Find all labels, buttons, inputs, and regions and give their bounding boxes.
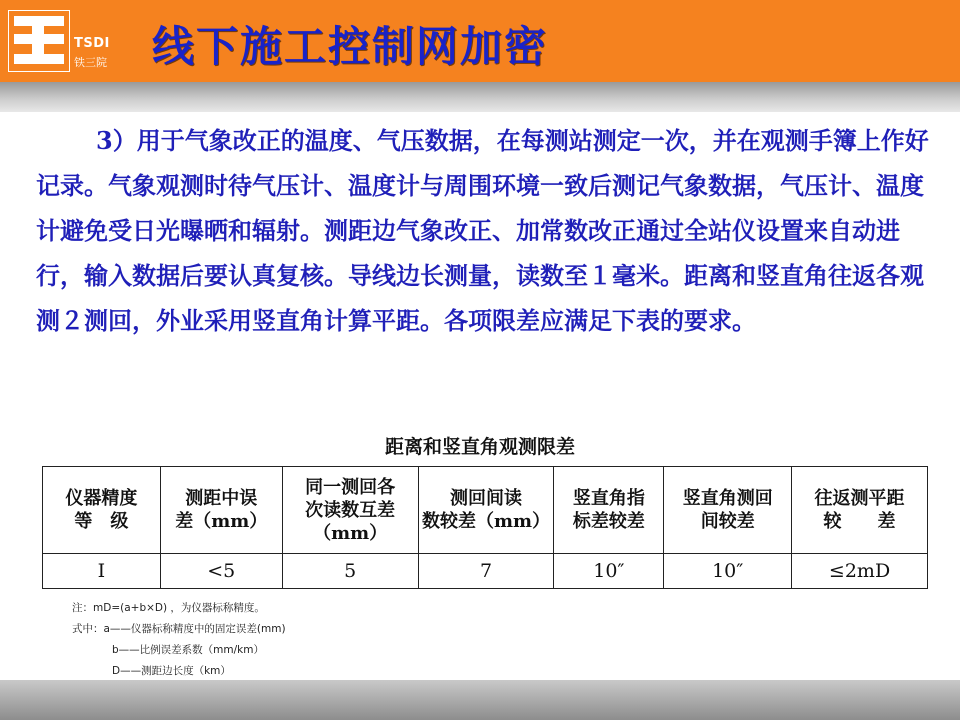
tsdi-logo [8, 10, 120, 72]
header-line: 往返测平距 [814, 488, 905, 509]
table-notes [72, 598, 286, 682]
limits-table [42, 466, 928, 589]
slide-title: 线下施工控制网加密 [152, 22, 549, 71]
tsdi-logo-icon [8, 10, 70, 72]
table-cell: 10″ [554, 554, 664, 589]
table-cell: 5 [282, 554, 418, 589]
header-gradient-band [0, 82, 960, 112]
header-line: 较 差 [823, 511, 896, 532]
header-line: 仪器精度 [65, 488, 138, 509]
table-row [43, 554, 928, 589]
header-line: 测距中误 [185, 488, 258, 509]
body-paragraph: 3）用于气象改正的温度、气压数据，在每测站测定一次，并在观测手簿上作好记录。气象观测时待气压计、温度计与周围环境一致后测记气象数据，气压计、温度计避免受日光曝晒和辐射。测距边气象改正、加常数改正通过全站仪设置来自动进行，输入数据后要认真复核。导线边长测量，读数至１毫米。距离和竖直角往返各观测２测回，外业采用竖直角计算平距。各项限差应满足下表的要求。 [36, 126, 929, 335]
header-line: 间较差 [700, 511, 755, 532]
header-line: 标差较差 [572, 511, 645, 532]
table-cell: Ⅰ [43, 554, 161, 589]
header-line: 数较差（mm） [422, 511, 551, 532]
table-cell: 10″ [664, 554, 792, 589]
header-line: 等 级 [74, 511, 129, 532]
table-cell: ≤2mD [792, 554, 928, 589]
header-cell-instrument [43, 467, 161, 554]
table-header-row [43, 467, 928, 554]
table-title: 距离和竖直角观测限差 [384, 436, 575, 458]
header-cell-index-error [554, 467, 664, 554]
header-line: 竖直角测回 [682, 488, 773, 509]
header-cell-horizontal-distance [792, 467, 928, 554]
note-line: D——测距边长度（km） [112, 665, 231, 677]
logo-text: TSDI [74, 36, 110, 51]
header-cell-vertical-angle [664, 467, 792, 554]
note-line: b——比例误差系数（mm/km） [112, 644, 264, 656]
header-line: 竖直角指 [572, 488, 645, 509]
header-line: 同一测回各 [305, 476, 396, 498]
header-cell-distance-error [160, 467, 282, 554]
header-line: （mm） [313, 522, 388, 544]
footer-bar [0, 680, 960, 720]
table-cell: 7 [418, 554, 554, 589]
header-line: 测回间读 [450, 488, 523, 509]
table-cell: <5 [160, 554, 282, 589]
header-line: 差（mm） [175, 511, 268, 532]
logo-subtext: 铁三院 [74, 56, 107, 69]
note-line: 注：mD=(a+b×D) ，为仪器标称精度。 [72, 602, 265, 614]
note-line: 式中：a——仪器标称精度中的固定误差(mm) [72, 623, 286, 635]
header-cell-between-sets [418, 467, 554, 554]
header-line: 次读数互差 [305, 499, 396, 521]
header-cell-reading-diff [282, 467, 418, 554]
